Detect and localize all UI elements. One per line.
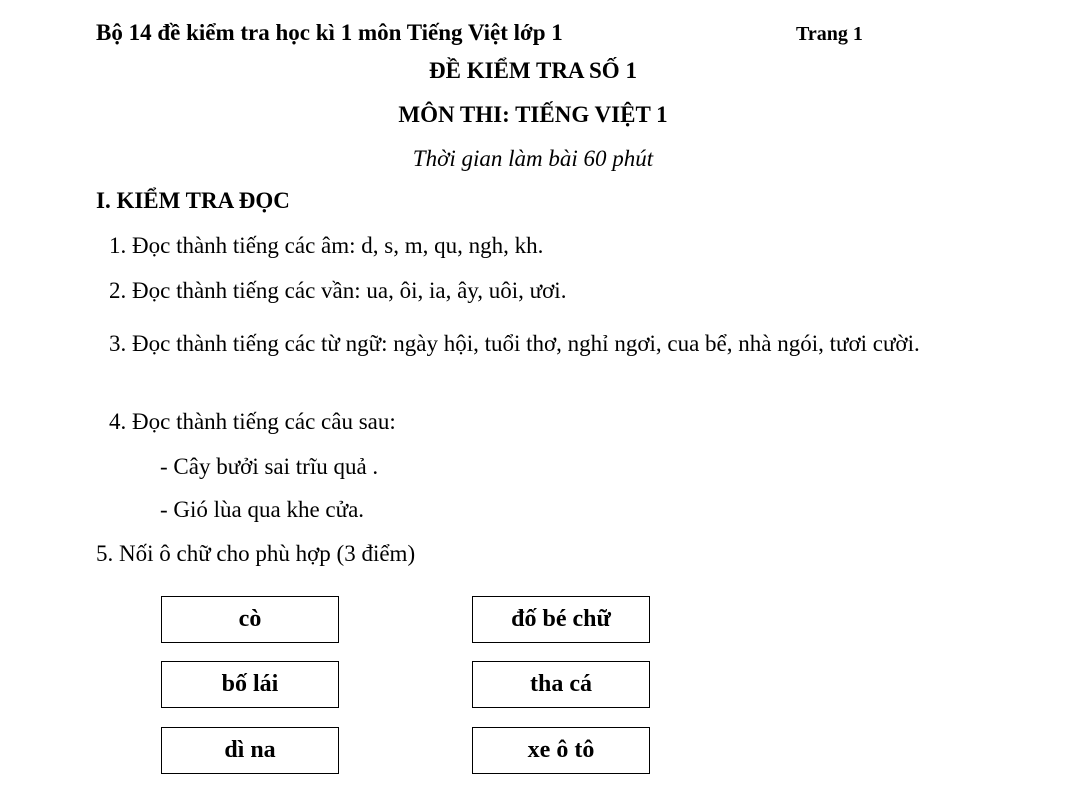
page-number-label: Trang 1: [796, 23, 863, 45]
match-box-right-2: tha cá: [472, 661, 650, 708]
document-header-title: Bộ 14 đề kiểm tra học kì 1 môn Tiếng Việt lớp 1: [96, 20, 563, 45]
question-3: 3. Đọc thành tiếng các từ ngữ: ngày hội, tuổi thơ, nghỉ ngơi, cua bể, nhà ngói, tươi cười.: [109, 331, 920, 356]
match-box-left-3: dì na: [161, 727, 339, 774]
match-box-left-2: bố lái: [161, 661, 339, 708]
section-heading-reading: I. KIỂM TRA ĐỌC: [96, 188, 290, 213]
match-box-left-1: cò: [161, 596, 339, 643]
question-1: 1. Đọc thành tiếng các âm: d, s, m, qu, ngh, kh.: [109, 233, 544, 258]
match-box-right-3: xe ô tô: [472, 727, 650, 774]
sentence-2: - Gió lùa qua khe cửa.: [160, 497, 365, 522]
sentence-1: - Cây bưởi sai trĩu quả .: [160, 454, 379, 479]
exam-title: ĐỀ KIỂM TRA SỐ 1: [429, 58, 637, 83]
question-2: 2. Đọc thành tiếng các vần: ua, ôi, ia, ây, uôi, ươi.: [109, 278, 567, 303]
exam-subject: MÔN THI: TIẾNG VIỆT 1: [398, 102, 668, 127]
question-4: 4. Đọc thành tiếng các câu sau:: [109, 409, 396, 434]
exam-time: Thời gian làm bài 60 phút: [412, 146, 654, 171]
question-5-instruction: 5. Nối ô chữ cho phù hợp (3 điểm): [96, 541, 416, 566]
match-box-right-1: đố bé chữ: [472, 596, 650, 643]
